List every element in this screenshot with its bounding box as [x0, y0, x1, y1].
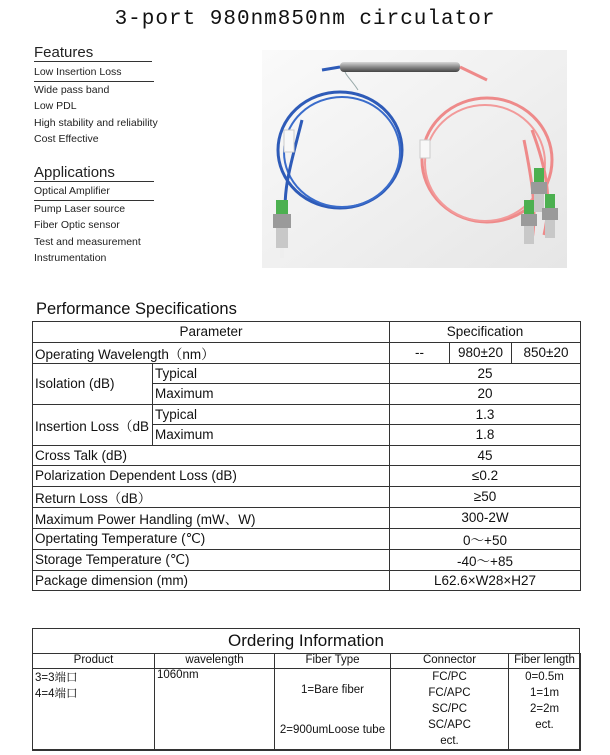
row-label: Cross Talk (dB) — [33, 445, 390, 466]
table-row — [33, 654, 581, 669]
fiber-length-option: 1=1m — [529, 687, 560, 699]
fiber-length-option: ect. — [535, 719, 554, 731]
column-header-specification: Specification — [390, 322, 581, 343]
product-cell — [33, 669, 155, 751]
performance-table — [32, 321, 581, 591]
connector-option: SC/PC — [431, 703, 468, 715]
features-heading: Features — [34, 44, 152, 62]
row-label: Return Loss（dB） — [33, 486, 390, 507]
feature-item: Cost Effective — [34, 133, 99, 145]
ordering-heading: Ordering Information — [228, 631, 384, 650]
row-label: Polarization Dependent Loss (dB) — [33, 466, 390, 487]
application-item: Test and measurement — [34, 235, 141, 248]
cell-value: 300-2W — [390, 507, 581, 528]
application-item: Pump Laser source — [34, 202, 126, 215]
ordering-table — [32, 653, 581, 751]
sub-label: Typical — [153, 404, 390, 425]
column-header-fiber-length: Fiber length — [509, 654, 581, 669]
applications-heading: Applications — [34, 164, 154, 182]
cell-value: 25 — [390, 363, 581, 384]
application-item: Instrumentation — [34, 252, 107, 264]
sub-label: Maximum — [153, 425, 390, 446]
connector-option: SC/APC — [428, 719, 471, 731]
table-row — [33, 363, 581, 384]
fiber-length-option: 2=2m — [529, 703, 560, 715]
cell-value: 0～+50 — [390, 528, 581, 549]
table-row — [33, 404, 581, 425]
table-row — [33, 445, 581, 466]
column-header-connector: Connector — [391, 654, 509, 669]
feature-item: Low Insertion Loss — [34, 64, 154, 82]
feature-item: High stability and reliability — [34, 116, 158, 129]
application-item: Fiber Optic sensor — [34, 219, 120, 231]
table-row — [33, 549, 581, 570]
fiber-length-option: 0=0.5m — [525, 671, 564, 683]
connector-cell — [391, 669, 509, 751]
cell-value: 850±20 — [512, 342, 581, 363]
fiber-type-option: 1=Bare fiber — [301, 684, 364, 696]
product-option: 4=4端口 — [35, 688, 78, 700]
row-label: Opertating Temperature (℃) — [33, 528, 390, 549]
fiber-type-option: 2=900umLoose tube — [279, 724, 386, 736]
table-row — [33, 486, 581, 507]
table-row — [33, 466, 581, 487]
cell-value: 980±20 — [450, 342, 512, 363]
column-header-fiber-type: Fiber Type — [275, 654, 391, 669]
table-row — [33, 570, 581, 591]
connector-option: ect. — [440, 735, 459, 747]
column-header-wavelength: wavelength — [155, 654, 275, 669]
performance-heading: Performance Specifications — [36, 300, 237, 318]
applications-list — [34, 183, 154, 267]
cell-value: 45 — [390, 445, 581, 466]
table-row — [33, 528, 581, 549]
cell-value: -40～+85 — [390, 549, 581, 570]
cell-value: L62.6×W28×H27 — [390, 570, 581, 591]
product-option: 3=3端口 — [35, 672, 78, 684]
product-photo — [262, 50, 567, 268]
row-label: Storage Temperature (℃) — [33, 549, 390, 570]
sub-label: Typical — [153, 363, 390, 384]
cell-value: 1.3 — [390, 404, 581, 425]
ordering-box — [32, 628, 580, 750]
connector-option: FC/PC — [432, 671, 467, 683]
cell-value: ≥50 — [390, 486, 581, 507]
cell-value: 20 — [390, 384, 581, 405]
column-header-parameter: Parameter — [33, 322, 390, 343]
page-title: 3-port 980nm850nm circulator — [114, 8, 496, 31]
cell-value: -- — [390, 342, 450, 363]
row-label: Package dimension (mm) — [33, 570, 390, 591]
wavelength-cell — [155, 669, 275, 751]
table-row — [33, 342, 581, 363]
application-item: Optical Amplifier — [34, 183, 154, 201]
column-header-product: Product — [33, 654, 155, 669]
row-label: Insertion Loss（dB — [33, 404, 153, 445]
table-row — [33, 507, 581, 528]
wavelength-value: 1060nm — [157, 669, 199, 681]
table-row — [33, 322, 581, 343]
cell-value: ≤0.2 — [390, 466, 581, 487]
row-label: Isolation (dB) — [33, 363, 153, 404]
cell-value: 1.8 — [390, 425, 581, 446]
feature-item: Wide pass band — [34, 83, 110, 96]
circulator-illustration — [262, 50, 567, 268]
sub-label: Maximum — [153, 384, 390, 405]
fiber-type-cell — [275, 669, 391, 751]
row-label: Maximum Power Handling (mW、W) — [33, 507, 390, 528]
features-list — [34, 64, 158, 148]
connector-option: FC/APC — [428, 687, 471, 699]
row-label: Operating Wavelength（nm） — [33, 342, 390, 363]
fiber-length-cell — [509, 669, 581, 751]
feature-item: Low PDL — [34, 100, 77, 112]
table-row — [33, 669, 581, 751]
